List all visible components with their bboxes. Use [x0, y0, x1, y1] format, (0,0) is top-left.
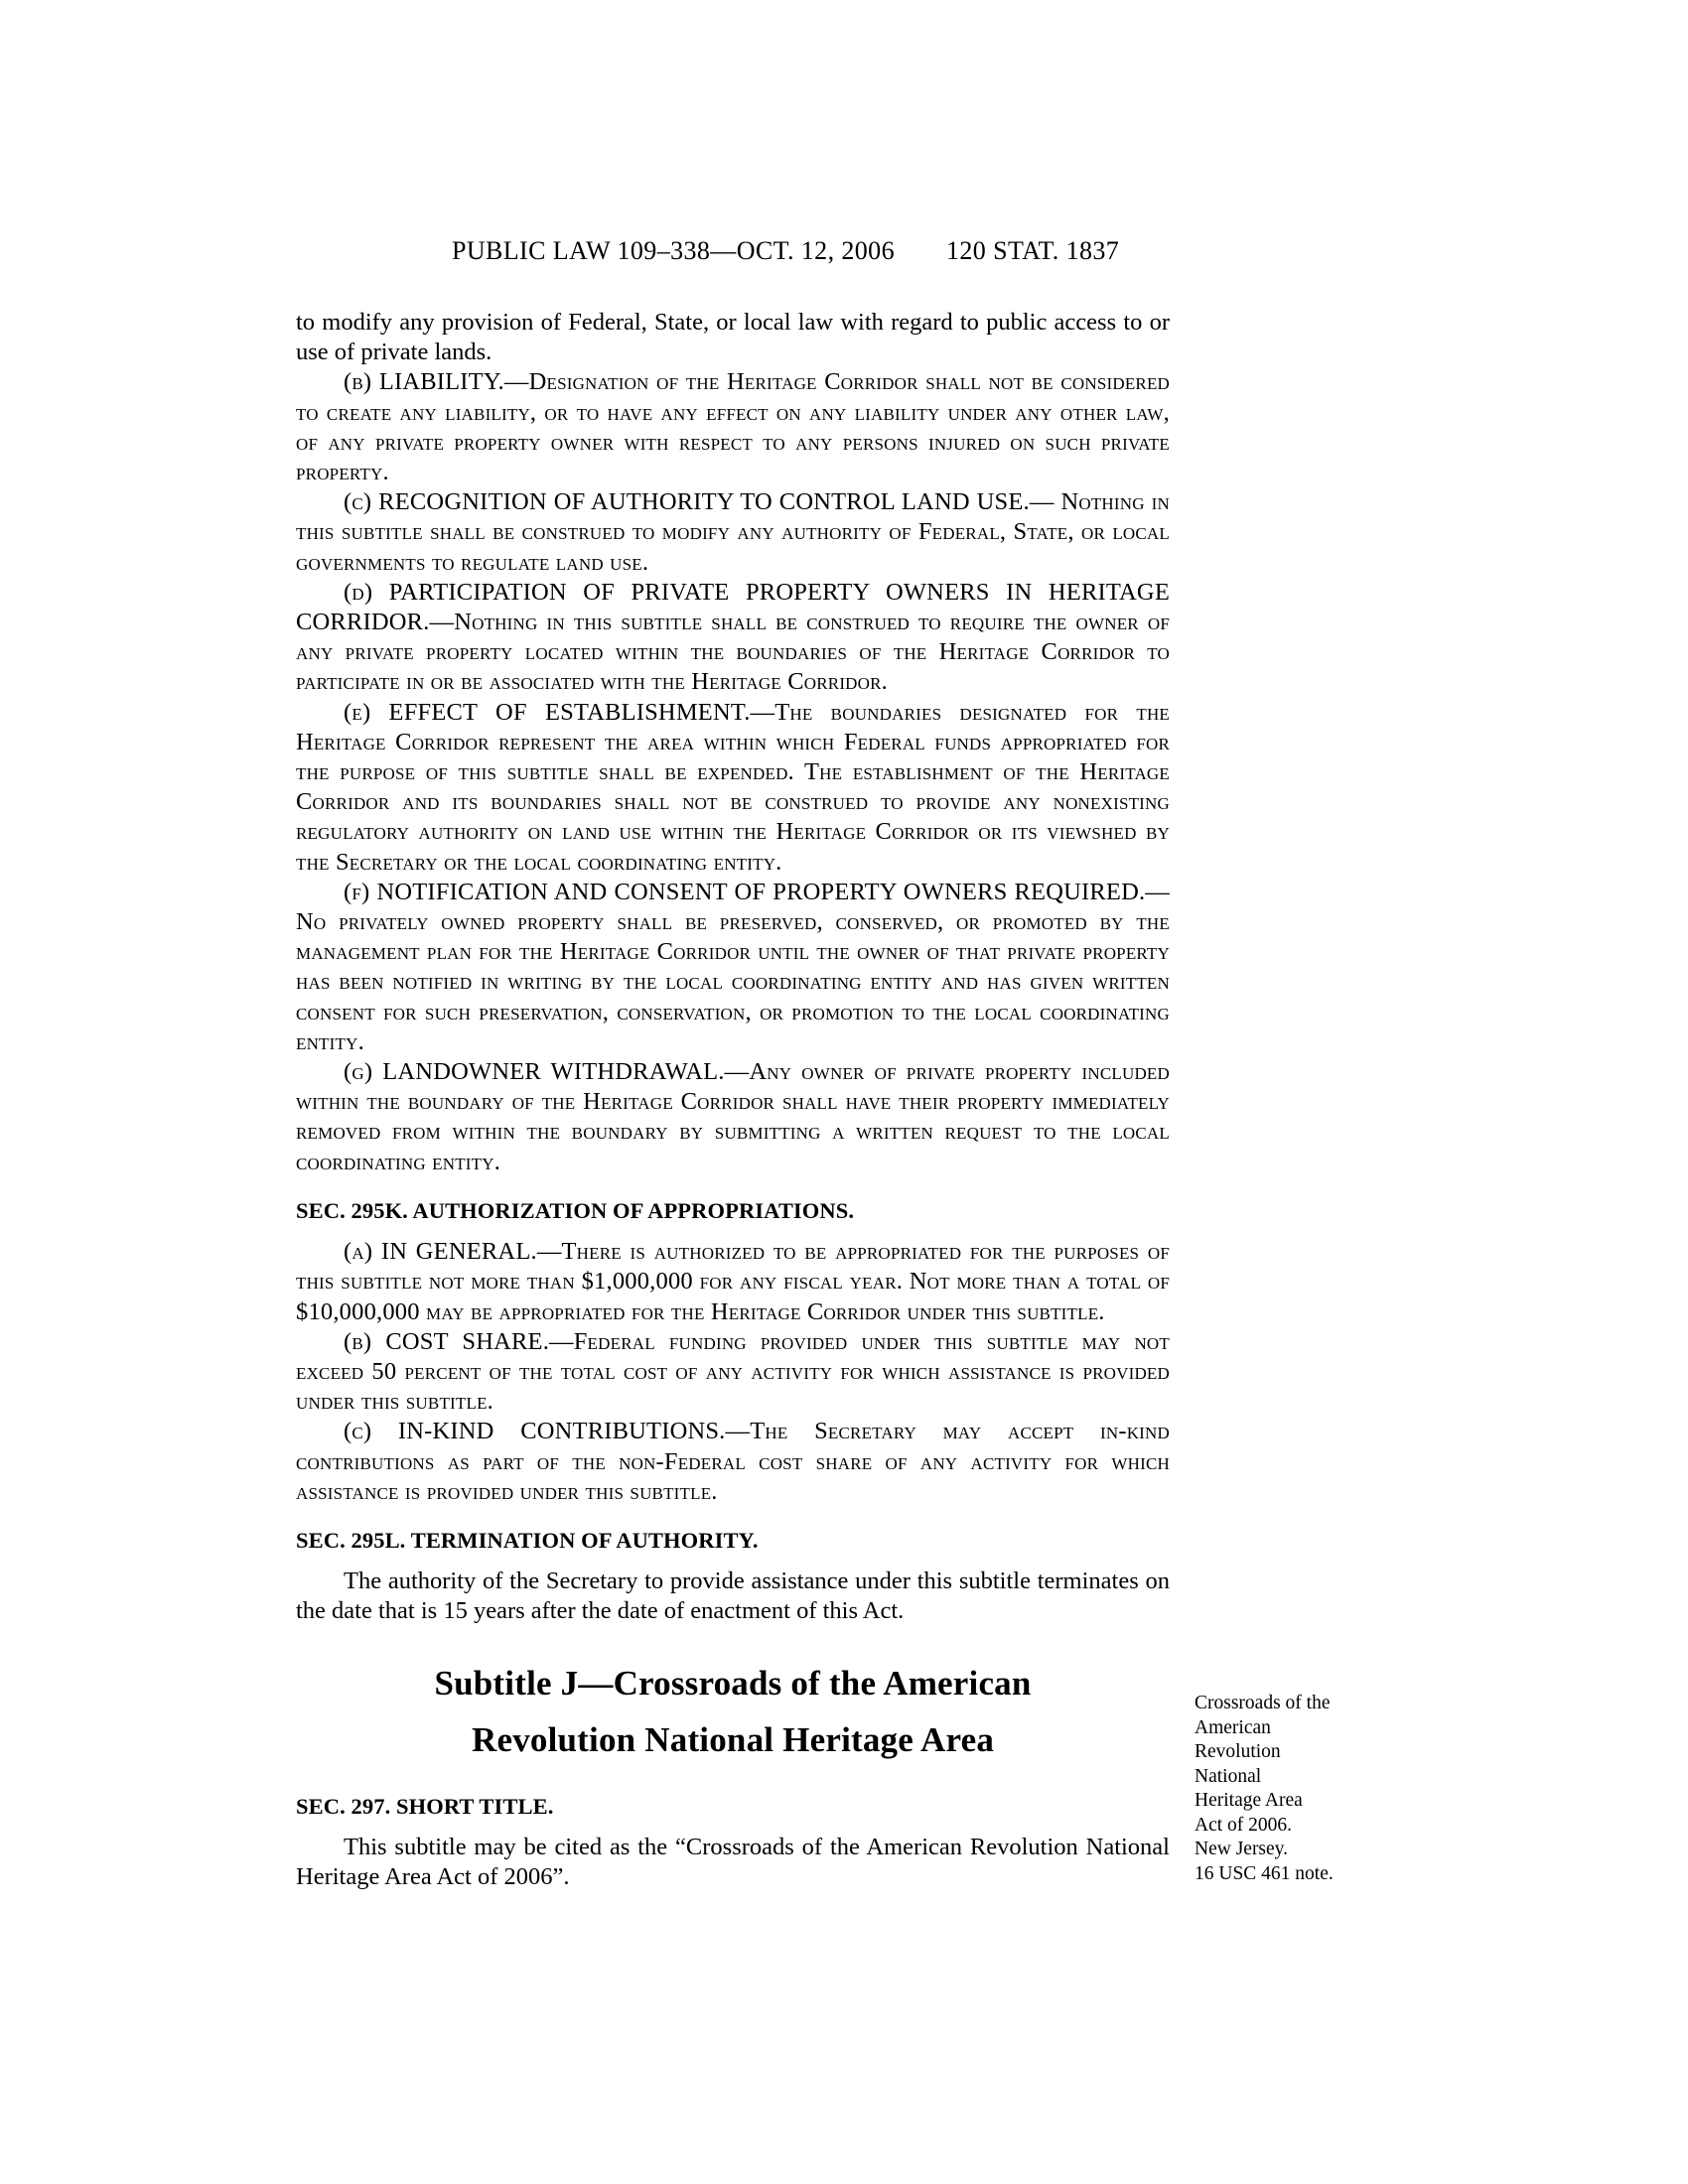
margin-note [1195, 1692, 1433, 1886]
section-heading-295k: SEC. 295K. AUTHORIZATION OF APPROPRIATIONS. [296, 1197, 855, 1223]
paragraph-continued: to modify any provision of Federal, State, or local law with regard to public access to or use of private lands. [296, 309, 1170, 366]
margin-note-line: Heritage Area [1195, 1790, 1303, 1811]
paragraph-b-liability: (b) LIABILITY.—Designation of the Heritage Corridor shall not be considered to create any liability, or to have any effect on any liability under any other law, of any private property owner with respect to any persons injured on such private property. [296, 368, 1170, 486]
margin-note-line: American [1195, 1716, 1271, 1738]
running-head-right: 120 STAT. 1837 [945, 236, 1120, 265]
margin-note-line: New Jersey. [1195, 1839, 1289, 1859]
margin-note-line: Crossroads of the [1195, 1693, 1331, 1713]
paragraph-295k-c-in-kind-contributions: (c) IN-KIND CONTRIBUTIONS.—The Secretary may accept in-kind contributions as part of the non-Federal cost share of any activity for which assistance is provided under this subtitle. [296, 1418, 1170, 1505]
running-head [452, 236, 1375, 266]
body-column [296, 308, 1170, 1892]
margin-note-line: Revolution [1195, 1741, 1281, 1762]
paragraph-c-recognition-of-authority: (c) RECOGNITION OF AUTHORITY TO CONTROL LAND USE.— Nothing in this subtitle shall be construed to modify any authority of Federal, State, or local governments to regulate land use. [296, 488, 1170, 576]
margin-note-line: Act of 2006. [1195, 1814, 1293, 1836]
running-head-left: PUBLIC LAW 109–338—OCT. 12, 2006 [452, 236, 895, 265]
section-heading-295l: SEC. 295L. TERMINATION OF AUTHORITY. [296, 1527, 759, 1553]
margin-note-line: National [1195, 1765, 1262, 1787]
paragraph-295k-b-cost-share: (b) COST SHARE.—Federal funding provided under this subtitle may not exceed 50 percent of the total cost of any activity for which assistance is provided under this subtitle. [296, 1327, 1170, 1416]
section-heading-297: SEC. 297. SHORT TITLE. [296, 1793, 554, 1819]
paragraph-295k-a-in-general: (a) IN GENERAL.—There is authorized to be appropriated for the purposes of this subtitle not more than $1,000,000 for any fiscal year. Not more than a total of $10,000,000 may be appropriated for the Heritage Corridor under this subtitle. [296, 1238, 1170, 1325]
paragraph-f-notification-and-consent: (f) NOTIFICATION AND CONSENT OF PROPERTY OWNERS REQUIRED.—No privately owned property shall be preserved, conserved, or promoted by the management plan for the Heritage Corridor until the owner of that private property has been notified in writing by the local coordinating entity and has given written consent for such preservation, conservation, or promotion to the local coordinating entity. [296, 878, 1170, 1055]
margin-note-line: 16 USC 461 note. [1195, 1862, 1334, 1884]
paragraph-e-effect-of-establishment: (e) EFFECT OF ESTABLISHMENT.—The boundaries designated for the Heritage Corridor represent the area within which Federal funds appropriated for the purpose of this subtitle shall be expended. The establishment of the Heritage Corridor and its boundaries shall not be construed to provide any nonexisting regulatory authority on land use within the Heritage Corridor or its viewshed by the Secretary or the local coordinating entity. [296, 698, 1170, 876]
subtitle-heading-line-1: Subtitle J—Crossroads of the American [434, 1663, 1032, 1703]
subtitle-heading-line-2: Revolution National Heritage Area [471, 1719, 995, 1759]
paragraph-g-landowner-withdrawal: (g) LANDOWNER WITHDRAWAL.—Any owner of private property included within the boundary of the Heritage Corridor shall have their property immediately removed from within the boundary by submitting a written request to the local coordinating entity. [296, 1058, 1170, 1175]
paragraph-295l-termination: The authority of the Secretary to provide assistance under this subtitle terminates on the date that is 15 years after the date of enactment of this Act. [296, 1568, 1170, 1625]
paragraph-d-participation-of-private-property-owners: (d) PARTICIPATION OF PRIVATE PROPERTY OWNERS IN HERITAGE CORRIDOR.—Nothing in this subtitle shall be construed to require the owner of any private property located within the boundaries of the Heritage Corridor to participate in or be associated with the Heritage Corridor. [296, 578, 1170, 696]
paragraph-297-short-title: This subtitle may be cited as the “Crossroads of the American Revolution National Heritage Area Act of 2006”. [296, 1833, 1170, 1890]
